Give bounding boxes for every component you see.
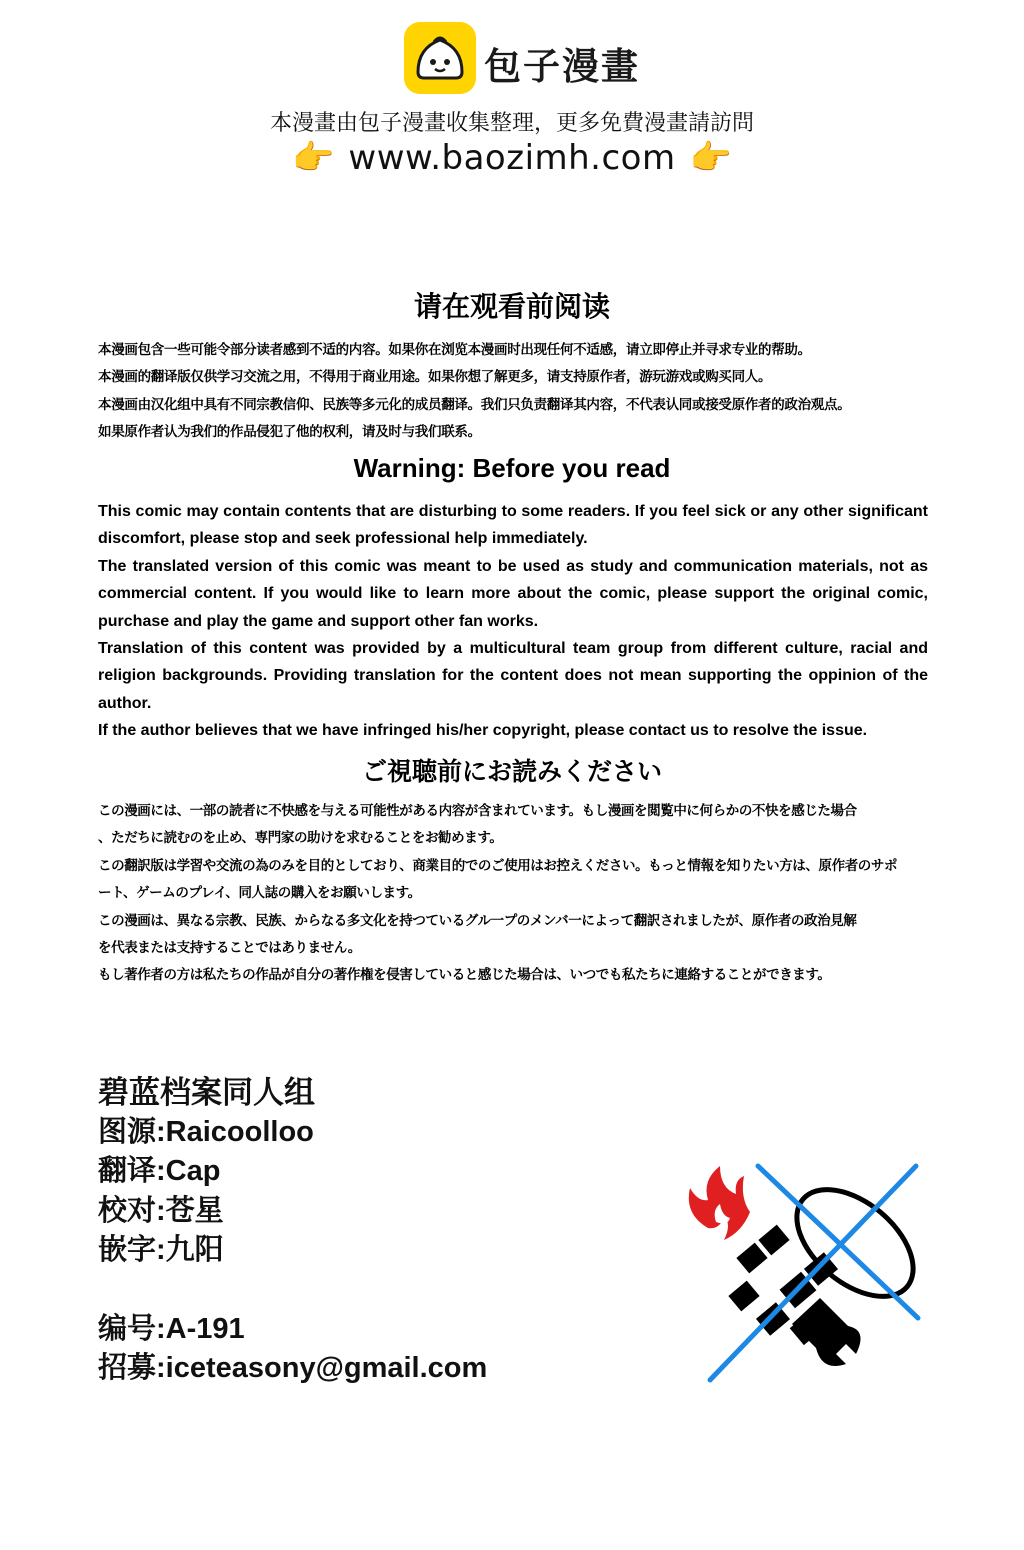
notice-line: もし著作者の方は私たちの作品が自分の著作権を侵害していると感じた場合は、いつでも私たちに連絡することができます。 bbox=[98, 967, 831, 984]
notice-body-en bbox=[98, 498, 928, 745]
notice-paragraph: Translation of this content was provided by a multicultural team group from different culture, racial and religion backgrounds. Providing translation for the content does not mean supporting the oppinion of the author. bbox=[98, 640, 928, 712]
notice-line: 本漫画的翻译版仅供学习交流之用，不得用于商业用途。如果你想了解更多，请支持原作者，游玩游戏或购买同人。 bbox=[98, 369, 772, 386]
notice-line: この漫画は、異なる宗教、民族、からなる多文化を持つているグル一プのメンバ一によって翻訳されましたが、原作者の政治見解 bbox=[98, 912, 857, 929]
notice-title-cn: 请在观看前阅读 bbox=[413, 290, 610, 323]
credit-translation: 翻译:Cap bbox=[98, 1155, 221, 1187]
notice-body-cn bbox=[98, 337, 928, 447]
notice-line: ート、ゲームのプレイ、同人誌の購入をお願いします。 bbox=[98, 885, 421, 902]
credits-block bbox=[98, 1073, 487, 1389]
notice-line: 、ただちに読むのを止め、専門家の助けを求むることをお勧めます。 bbox=[98, 830, 503, 847]
notice-title-en: Warning: Before you read bbox=[353, 453, 671, 483]
site-url-link[interactable]: www.baozimh.com bbox=[348, 138, 676, 178]
notice-title-jp: ご視聴前にお読みください bbox=[361, 757, 662, 786]
notice-line: 如果原作者认为我们的作品侵犯了他的权利，请及时与我们联系。 bbox=[98, 424, 481, 441]
notice-line: 本漫画包含一些可能令部分读者感到不适的内容。如果你在浏览本漫画时出现任何不适感，请立即停止并寻求专业的帮助。 bbox=[98, 342, 811, 358]
team-name: 碧蓝档案同人组 bbox=[98, 1075, 315, 1110]
notice-paragraph: If the author believes that we have infringed his/her copyright, please contact us to resolve the issue. bbox=[98, 722, 868, 740]
notice-body-jp bbox=[98, 798, 928, 990]
credit-source: 图源:Raicoolloo bbox=[98, 1115, 314, 1148]
group-logo bbox=[680, 1158, 930, 1388]
notice-line: を代表または支持することではありません。 bbox=[98, 940, 361, 957]
pointing-hand-icon: 👉 bbox=[689, 138, 732, 178]
bun-face-icon bbox=[404, 22, 476, 94]
site-url-row bbox=[0, 136, 1024, 180]
credit-typesetting: 嵌字:九阳 bbox=[98, 1234, 224, 1266]
notice-line: この漫画には、一部の読者に不快感を与える可能性がある内容が含まれています。もし漫画を閲覧中に何らかの不快を感じた場合 bbox=[98, 803, 857, 819]
notice-line: この翻訳版は学習や交流の為のみを目的としており、商業目的でのご使用はお控えください。もっと情報を知りたい方は、原作者のサポ bbox=[98, 857, 898, 874]
crossed-swords-gear-flame-logo bbox=[680, 1158, 930, 1388]
credit-proofreading: 校对:苍星 bbox=[98, 1194, 224, 1227]
pointing-hand-icon: 👉 bbox=[292, 138, 335, 178]
credit-number: 编号:A-191 bbox=[98, 1312, 245, 1345]
brand-name: 包子漫畫 bbox=[484, 45, 640, 88]
brand-header bbox=[0, 22, 1024, 94]
credit-recruit-email[interactable]: 招募:iceteasony@gmail.com bbox=[98, 1352, 488, 1384]
notice-paragraph: This comic may contain contents that are disturbing to some readers. If you feel sick or any other significant discomfort, please stop and seek professional help immediately. bbox=[98, 503, 928, 548]
spacer bbox=[98, 1271, 487, 1310]
tagline: 本漫畫由包子漫畫收集整理，更多免費漫畫請訪問 bbox=[269, 111, 754, 136]
notice-paragraph: The translated version of this comic was meant to be used as study and communication materials, not as commercial content. If you would like to learn more about the comic, please support the original comic, purchase and play the game and support other fan works. bbox=[98, 557, 928, 630]
notice-line: 本漫画由汉化组中具有不同宗教信仰、民族等多元化的成员翻译。我们只负责翻译其内容，不代表认同或接受原作者的政治观点。 bbox=[98, 396, 851, 413]
